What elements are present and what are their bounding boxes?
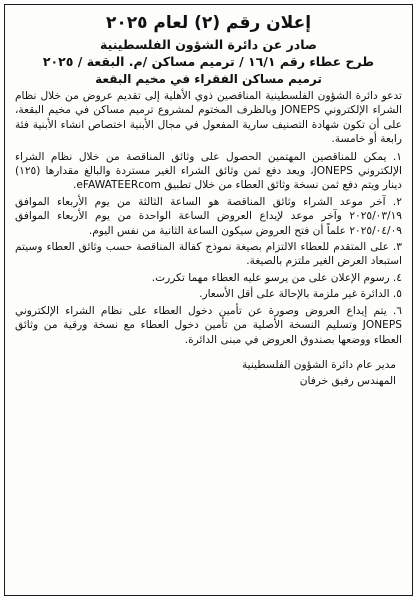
tender-number-line: طرح عطاء رقم ١٦/١ / ترميم مساكن /م. البقعة / ٢٠٢٥ — [42, 54, 375, 69]
announcement-page — [4, 4, 413, 596]
signatory-name: المهندس رفيق خرفان — [299, 374, 396, 387]
clause-3: ٣. على المتقدم للعطاء الالتزام بصيغة نموذج كفالة المناقصة حسب وثائق العطاء وسيتم استبعاد العرض الغير ملتزم بالصيغة. — [15, 241, 402, 268]
issuer-line: صادر عن دائرة الشؤون الفلسطينية — [100, 37, 317, 52]
clause-4: ٤. رسوم الإعلان على من يرسو عليه العطاء مهما تكررت. — [151, 271, 402, 284]
clause-1: ١. يمكن للمناقصين المهتمين الحصول على وثائق المناقصة من خلال نظام الشراء الإلكتروني JONEPS، ويعد دفع ثمن وثائق الشراء الغير مستردة والبالغ مقدارها (١٢٥) دينار ويتم دفع ثمن نسخة وثائق العطاء من خلال تطبيق eFAWATEERcom. — [15, 150, 402, 192]
signature-block — [15, 357, 402, 389]
intro-paragraph: تدعو دائرة الشؤون الفلسطينية المناقصين ذوي الأهلية إلى تقديم عروض من خلال نظام الشراء الإلكتروني JONEPS وبالظرف المختوم لمشروع ترميم مساكن في مخيم البقعة، على أن تكون شهادة التصنيف سارية المفعول في مجال الأبنية اختصاص انشاء الأبنية فئة رابعة أو خامسة. — [15, 90, 402, 146]
clause-6: ٦. يتم إيداع العروض وصورة عن تأمين دخول العطاء على نظام الشراء الإلكتروني JONEPS وتسليم النسخة الأصلية من تأمين دخول العطاء مع نسخة ورقية من وثائق العطاء ووضعها بصندوق العروض في مبنى الدائرة. — [15, 304, 402, 346]
clause-5: ٥. الدائرة غير ملزمة بالإحالة على أقل الأسعار. — [199, 288, 402, 301]
clause-2: ٢. آخر موعد الشراء وثائق المناقصة هو الساعة الثالثة من يوم الأربعاء الموافق ٢٠٢٥/٠٣/١٩ وآخر موعد لإيداع العروض الساعة الواحدة من يوم الأربعاء الموافق ٢٠٢٥/٠٤/٠٩ علماً أن فتح العروض سيكون الساعة الثانية من نفس اليوم. — [15, 195, 402, 237]
signatory-title: مدير عام دائرة الشؤون الفلسطينية — [241, 358, 396, 371]
tender-subject: ترميم مساكن الفقراء في مخيم البقعة — [95, 72, 322, 86]
announcement-title: إعلان رقم (٢) لعام ٢٠٢٥ — [105, 13, 312, 33]
